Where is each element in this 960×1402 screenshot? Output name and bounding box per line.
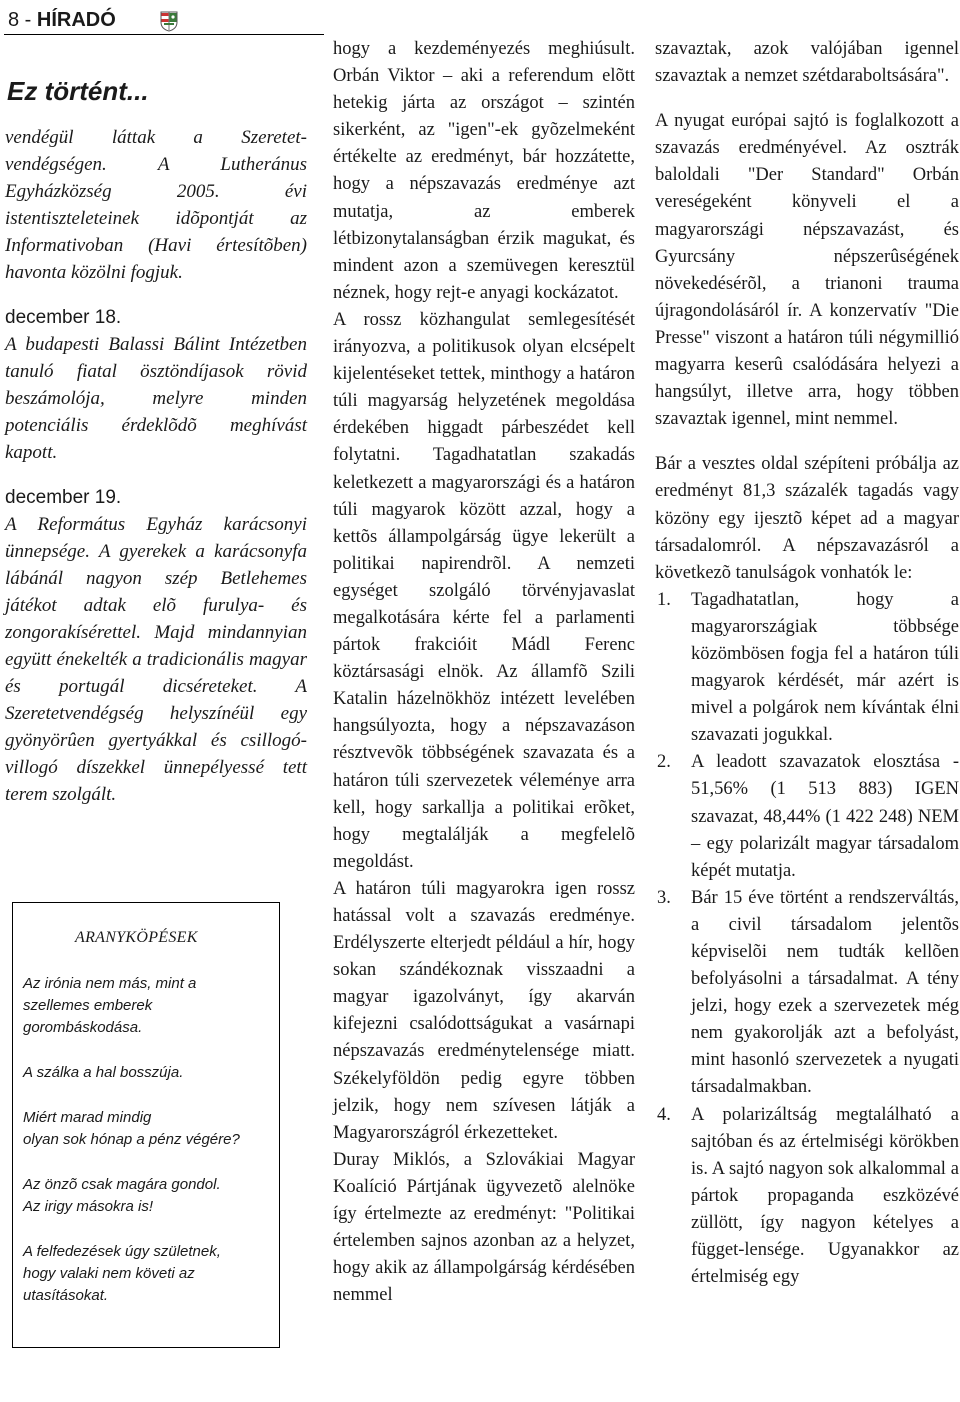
intro-paragraph: vendégül láttak a Szeretet-vendégségen. A Lutheránus Egyházközség 2005. évi istentiszteleteinek idõpontját az Informativoban (Havi értesítõben) havonta közölni fogjuk. — [5, 127, 307, 283]
event-description: A budapesti Balassi Bálint Intézetben tanuló fiatal ösztöndíjasok rövid beszámolója, melyre minden potenciális érdeklõdõ meghívást kapott. — [5, 334, 307, 463]
article-paragraph: A határon túli magyarokra igen rossz hatással volt a szavazás eredménye. Erdélyszerte elterjedt például a hír, hogy sokan szándékoznak visszaadni a magyar igazolványt, így akarván kifejezni csalódottságukat a vasárnapi népszavazás eredménytelensége miatt. Székelyföldön pedig egyre többen jelzik, hogy nem szívesen látják a Magyarországról érkezetteket. — [333, 878, 635, 1143]
column-left — [5, 60, 307, 808]
column-right — [655, 36, 959, 1291]
quote-item: A felfedezések úgy születnek, hogy valaki nem követi az utasításokat. — [23, 1243, 221, 1304]
list-number: 4. — [657, 1104, 671, 1125]
list-text: Bár 15 éve történt a rendszerváltás, a civil társadalom jelentõs képviselõi nem tudták kellõen befolyásolni a társadalmat. A tény jelzi, hogy ezek a szervezetek még nem gyakorolják azt a befolyást, mint hasonló szervezetek a nyugati társadalmakban. — [691, 887, 959, 1098]
column-middle — [333, 36, 635, 1309]
list-item — [655, 587, 959, 750]
publication-title: HÍRADÓ — [36, 9, 116, 31]
header-divider — [4, 34, 324, 35]
list-text: A polarizáltság megtalálható a sajtóban és az értelmiségi körökben is. A sajtó nagyon sok alkalommal a pártok propaganda eszközévé züllött, így nagyon kételyes a függet-lensége. Ugyanakkor az értelmiség egy — [691, 1104, 959, 1288]
list-item — [655, 885, 959, 1102]
list-text: Tagadhatatlan, hogy a magyarországiak többsége közömbösen fogja fel a határon túli magyarok kérdését, már azért is mivel a polgárok nem kívántak élni szavazati jogukkal. — [691, 589, 959, 746]
conclusions-list — [655, 587, 959, 1291]
list-number: 1. — [657, 589, 671, 610]
list-text: A leadott szavazatok elosztása - 51,56% (1 513 883) IGEN szavazat, 48,44% (1 422 248) NEM – egy polarizált magyar társadalom képét mutatja. — [691, 752, 959, 881]
list-item — [655, 749, 959, 884]
article-paragraph: A rossz közhangulat semlegesítését irányozva, a politikusok olyan elcsépelt kijelentéseket tettek, minthogy a határon túli magyarság helyzetének megoldása érdekében higgadt párbeszédet kell folytatni. Tagadhatatlan szakadás keletkezett a magyarországi és a határon túli magyarok között azzal, hogy a kettõs állampolgárság ügye lekerült a politikai napirendrõl. A nemzeti egységet szolgáló törvényjavaslat megalkotására kérte fel a parlamenti pártok frakcióit Mádl Ferenc köztársasági elnök. Az államfõ Szili Katalin házelnökhöz intézett levelében hangsúlyozta, hogy a népszavazáson résztvevõk többségének szavazata és a határon túli szervezetek véleménye arra kell, hogy sarkallja a politikai erõket, hogy megtalálják a megfelelõ megoldást. — [333, 309, 635, 872]
article-paragraph: hogy a kezdeményezés meghiúsult. Orbán Viktor – aki a referendum elõtt hetekig járta az országot – szintén sikerként, az "igen"-ek gyõzelmeként értékelte az eredményt, bár hozzátette, hogy a népszavazás eredménye azt mutatja, az emberek létbizonytalanságban érzik magukat, és mindent azon a szemüvegen keresztül néznek, hogy rejt-e anyagi kockázatot. — [333, 39, 635, 303]
page-number: 8 - — [8, 9, 32, 31]
section-title: Ez történt... — [7, 76, 149, 106]
article-paragraph: Duray Miklós, a Szlovákiai Magyar Koalíció Pártjának ügyvezetõ alelnöke így értelmezte az eredményt: "Politikai értelemben sajnos azonban az a helyzet, hogy akik az állampolgárság kérdésében nemmel — [333, 1149, 635, 1306]
page-header — [8, 6, 308, 34]
event-description: A Református Egyház karácsonyi ünnepsége. A gyerekek a karácsonyfa lábánál nagyon szép Betlehemes játékot adtak elõ furulya- és zongorakísérettel. Majd mindannyian együtt énekelték a tradicionális magyar és portugál dicséreteket. A Szeretetvendégség helyszínéül egy gyönyörûen gyertyákkal és csillogó-villogó díszekkel ünnepélyessé tett terem szolgált. — [5, 514, 307, 805]
list-number: 3. — [657, 887, 671, 908]
quotes-title: ARANYKÖPÉSEK — [75, 929, 198, 946]
event-date: december 19. — [5, 487, 122, 508]
article-paragraph: Bár a vesztes oldal szépíteni próbálja az eredményt 81,3 százalék tagadás vagy közöny egy ijesztõ képet ad a magyar társadalomról. A népszavazásról a következõ tanulságok vonhatók le: — [655, 454, 959, 583]
quote-item: Miért marad mindig olyan sok hónap a pénz végére? — [23, 1109, 240, 1148]
hungarian-crest-icon — [158, 10, 180, 32]
quote-item: A szálka a hal bosszúja. — [23, 1064, 184, 1081]
list-number: 2. — [657, 752, 671, 773]
quotes-box — [12, 902, 280, 1348]
list-item — [655, 1102, 959, 1292]
event-date: december 18. — [5, 307, 122, 328]
article-paragraph: A nyugat európai sajtó is foglalkozott a szavazás eredményével. Az osztrák baloldali "Der Standard" Orbán vereségeként könyveli el a magyarországi népszavazást, és Gyurcsány népszerûségének növekedésérõl, a trianoni trauma újragondolásáról ír. A konzervatív "Die Presse" viszont a határon túli négymillió magyarra keserû csalódására helyezi a hangsúlyt, illetve arra, hogy többen szavaztak igennel, mint nemmel. — [655, 111, 959, 430]
article-paragraph: szavaztak, azok valójában igennel szavaztak a nemzet szétdaraboltsására". — [655, 39, 959, 87]
quote-item: Az irónia nem más, mint a szellemes emberek gorombáskodása. — [23, 975, 197, 1036]
quote-item: Az önzõ csak magára gondol. Az irigy másokra is! — [23, 1176, 221, 1215]
